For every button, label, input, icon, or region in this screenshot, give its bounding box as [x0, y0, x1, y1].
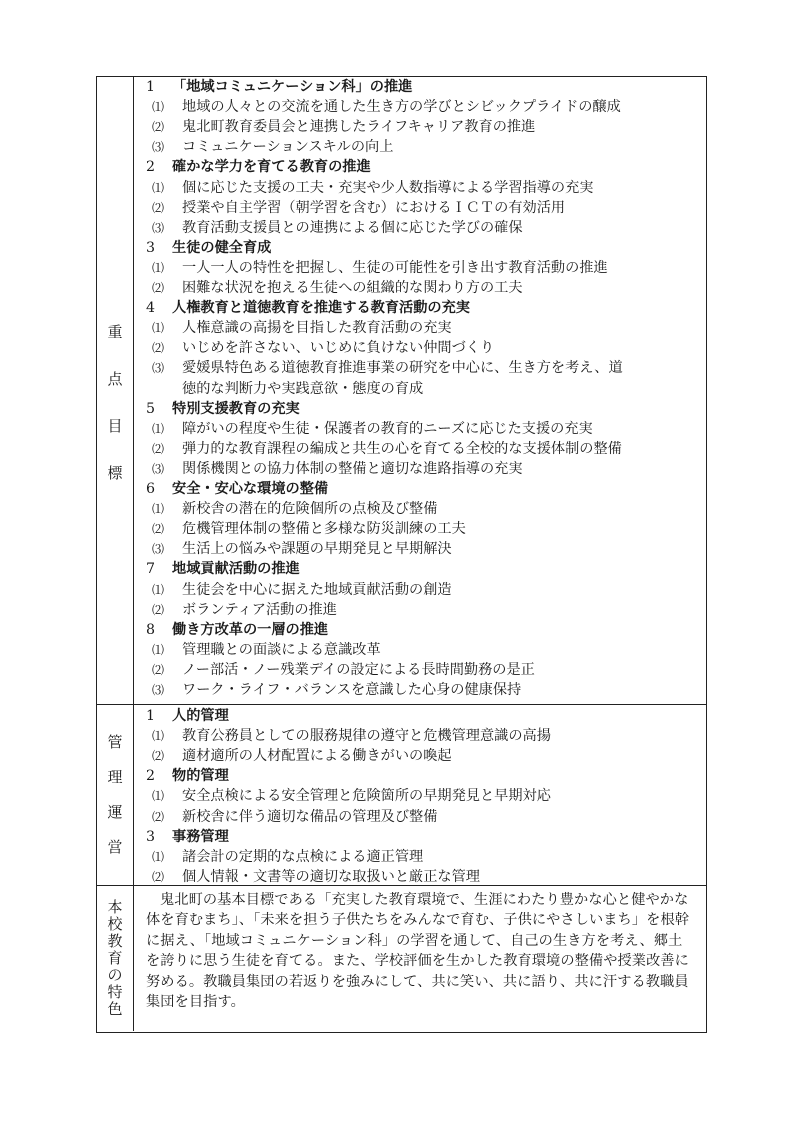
item-number: ⑴ — [152, 321, 165, 336]
juten-list-item — [152, 278, 523, 298]
item-text: 一人一人の特性を把握し、生徒の可能性を引き出す教育活動の推進 — [182, 259, 608, 276]
section-number: 2 — [146, 159, 156, 176]
kanri-label-char: 管 — [107, 733, 123, 751]
item-number: ⑴ — [152, 180, 165, 195]
tokushoku-row — [97, 885, 706, 1031]
kanri-list-item — [152, 807, 437, 827]
item-text: 困難な状況を抱える生徒への組織的な関わり方の工夫 — [182, 280, 523, 296]
juten-list-item — [152, 519, 466, 539]
juten-list-item — [152, 499, 437, 519]
juten-list-item — [152, 600, 337, 620]
kanri-list-item — [152, 746, 452, 766]
item-number: ⑴ — [152, 421, 165, 436]
item-number: ⑵ — [152, 869, 165, 884]
item-number: ⑵ — [152, 120, 165, 135]
item-number: ⑵ — [152, 809, 165, 824]
juten-section-heading — [146, 157, 371, 177]
juten-row — [97, 77, 706, 704]
juten-list-item — [152, 318, 452, 338]
item-text: ノー部活・ノー残業デイの設定による長時間勤務の是正 — [182, 661, 535, 678]
item-number: ⑴ — [152, 789, 165, 804]
juten-list-item — [152, 97, 621, 117]
kanri-list-item — [152, 847, 423, 867]
item-number: ⑶ — [152, 140, 165, 155]
item-text: 関係機関との協力体制の整備と適切な進路指導の充実 — [182, 460, 523, 477]
item-text: いじめを許さない、いじめに負けない仲間づくり — [182, 340, 495, 357]
item-number: ⑶ — [152, 461, 165, 476]
juten-list-item — [152, 338, 494, 358]
kanri-section-heading — [146, 827, 229, 847]
item-text: 教育公務員としての服務規律の遵守と危機管理意識の高揚 — [182, 728, 551, 745]
kanri-label-char: 営 — [107, 838, 123, 856]
kanri-label-char: 理 — [107, 768, 123, 786]
section-title: 確かな学力を育てる教育の推進 — [172, 159, 371, 176]
item-text: 弾力的な教育課程の編成と共生の心を育てる全校的な支援体制の整備 — [182, 440, 622, 457]
juten-section-heading — [146, 399, 300, 419]
item-text: 個人情報・文書等の適切な取扱いと厳正な管理 — [182, 868, 480, 885]
item-number: ⑴ — [152, 582, 165, 597]
tokushoku-label-char: 色 — [107, 1000, 123, 1018]
juten-section-heading — [146, 559, 300, 579]
item-number: ⑴ — [152, 260, 165, 275]
kanri-row — [97, 704, 706, 885]
kanri-section-heading — [146, 706, 229, 726]
tokushoku-paragraph: 鬼北町の基本目標である「充実した教育環境で、生涯にわたり豊かな心と健やかな体を育むまち」、「未来を担う子供たちをみんなで育む、子供にやさしいまち」を根幹に据え、「地域コミュニケーション科」の学習を通して、自己の生き方を考え、郷土を誇りに思う生徒を育てる。また、学校評価を生かした教育環境の整備や授業改善に努める。教職員集団の若返りを強みにして、共に笑い、共に語り、共に汗する教職員集団を目指す。 — [146, 892, 690, 1011]
item-number: ⑶ — [152, 683, 165, 697]
juten-list-item — [152, 258, 608, 278]
juten-list-item — [152, 680, 521, 700]
item-number: ⑴ — [152, 849, 165, 864]
item-text: 諸会計の定期的な点検による適正管理 — [182, 848, 424, 865]
juten-list-item — [152, 178, 593, 198]
juten-list-item — [152, 459, 523, 479]
section-number: 7 — [146, 561, 156, 578]
item-number: ⑴ — [152, 729, 165, 744]
item-text: 管理職との面談による意識改革 — [182, 641, 381, 658]
item-number: ⑵ — [152, 662, 165, 677]
juten-list-item-continuation: 徳的な判断力や実践意欲・態度の育成 — [182, 380, 424, 397]
item-number: ⑴ — [152, 642, 165, 657]
item-number: ⑶ — [152, 361, 165, 376]
kanri-list-item — [152, 867, 480, 887]
kanri-label-char: 運 — [107, 803, 123, 821]
juten-label-char: 重 — [107, 322, 123, 341]
juten-list-item — [152, 580, 452, 600]
juten-list-item — [152, 198, 565, 218]
item-text: 新校舎に伴う適切な備品の管理及び整備 — [182, 808, 438, 825]
item-text: 生活上の悩みや課題の早期発見と早期解決 — [182, 541, 452, 558]
item-text: 危機管理体制の整備と多様な防災訓練の工夫 — [182, 521, 466, 538]
section-number: 8 — [146, 621, 156, 638]
item-number: ⑵ — [152, 441, 165, 456]
kanri-list-item — [152, 726, 551, 746]
juten-label — [97, 77, 134, 704]
section-title: 地域貢献活動の推進 — [172, 561, 300, 578]
juten-list-item — [152, 439, 622, 459]
section-title: 「地域コミュニケーション科」の推進 — [172, 79, 413, 95]
juten-list-item — [152, 137, 393, 157]
item-text: 人権意識の高揚を目指した教育活動の充実 — [182, 320, 452, 337]
item-text: 教育活動支援員との連携による個に応じた学びの確保 — [182, 219, 523, 236]
section-number: 1 — [146, 79, 156, 95]
kanri-section-heading — [146, 766, 229, 786]
section-title: 働き方改革の一層の推進 — [172, 621, 329, 638]
juten-list-item — [152, 117, 535, 137]
tokushoku-label-char: 校 — [107, 915, 123, 933]
section-number: 4 — [146, 300, 156, 317]
tokushoku-label-char: 本 — [107, 898, 123, 916]
tokushoku-label-char: の — [107, 966, 123, 984]
juten-list-item — [152, 660, 535, 680]
item-text: 障がいの程度や生徒・保護者の教育的ニーズに応じた支援の充実 — [182, 420, 593, 437]
item-text: コミュニケーションスキルの向上 — [182, 139, 394, 156]
section-number: 6 — [146, 481, 156, 497]
tokushoku-label-char: 育 — [107, 949, 123, 967]
juten-section-heading — [146, 238, 271, 258]
item-text: 個に応じた支援の工夫・充実や少人数指導による学習指導の充実 — [182, 179, 594, 196]
item-text: 適材適所の人材配置による働きがいの喚起 — [182, 748, 452, 765]
section-number: 3 — [146, 828, 156, 845]
juten-section-heading — [146, 620, 328, 640]
item-text: 新校舎の潜在的危険個所の点検及び整備 — [182, 501, 438, 518]
item-text: 安全点検による安全管理と危険箇所の早期発見と早期対応 — [182, 788, 551, 805]
juten-list-item — [152, 539, 452, 559]
item-text: 授業や自主学習（朝学習を含む）におけるＩＣＴの有効活用 — [182, 199, 566, 216]
section-title: 人権教育と道徳教育を推進する教育活動の充実 — [172, 300, 470, 317]
section-number: 2 — [146, 768, 156, 785]
juten-section-heading — [146, 298, 470, 318]
juten-label-char: 点 — [107, 369, 123, 388]
item-number: ⑵ — [152, 341, 165, 356]
item-number: ⑵ — [152, 281, 165, 295]
section-number: 1 — [146, 708, 156, 724]
juten-label-char: 目 — [107, 416, 123, 435]
juten-list-item — [152, 640, 381, 660]
item-text: 鬼北町教育委員会と連携したライフキャリア教育の推進 — [182, 119, 536, 136]
section-title: 事務管理 — [172, 828, 229, 845]
item-number: ⑵ — [152, 602, 165, 617]
item-number: ⑵ — [152, 749, 165, 764]
item-number: ⑵ — [152, 200, 165, 215]
section-title: 特別支援教育の充実 — [172, 400, 300, 417]
section-number: 3 — [146, 239, 156, 256]
item-text: 愛媛県特色ある道徳教育推進事業の研究を中心に、生き方を考え、道 — [182, 360, 623, 377]
juten-content — [134, 77, 706, 704]
juten-list-item — [152, 419, 593, 439]
kanri-content — [134, 705, 706, 885]
juten-label-char: 標 — [107, 463, 123, 482]
juten-list-item — [152, 218, 523, 238]
item-number: ⑶ — [152, 542, 165, 557]
policy-table — [96, 76, 707, 1033]
kanri-list-item — [152, 786, 551, 806]
section-title: 生徒の健全育成 — [172, 239, 272, 256]
section-title: 物的管理 — [172, 768, 229, 785]
section-number: 5 — [146, 400, 156, 417]
item-number: ⑴ — [152, 100, 165, 115]
item-text: ボランティア活動の推進 — [182, 601, 337, 618]
item-text: 地域の人々との交流を通した生き方の学びとシビックプライドの醸成 — [182, 99, 621, 116]
section-title: 安全・安心な環境の整備 — [172, 481, 329, 497]
juten-section-heading — [146, 479, 328, 499]
item-number: ⑶ — [152, 220, 165, 235]
item-text: ワーク・ライフ・バランスを意識した心身の健康保持 — [182, 682, 522, 698]
tokushoku-label — [97, 886, 134, 1031]
juten-list-item — [152, 358, 623, 378]
item-number: ⑴ — [152, 502, 165, 517]
kanri-label — [97, 705, 134, 885]
section-title: 人的管理 — [172, 708, 229, 724]
tokushoku-label-char: 教 — [107, 932, 123, 950]
item-text: 生徒会を中心に据えた地域貢献活動の創造 — [182, 581, 452, 598]
juten-section-heading — [146, 77, 412, 97]
item-number: ⑵ — [152, 522, 165, 537]
tokushoku-label-char: 特 — [107, 983, 123, 1001]
tokushoku-content — [134, 886, 706, 1031]
